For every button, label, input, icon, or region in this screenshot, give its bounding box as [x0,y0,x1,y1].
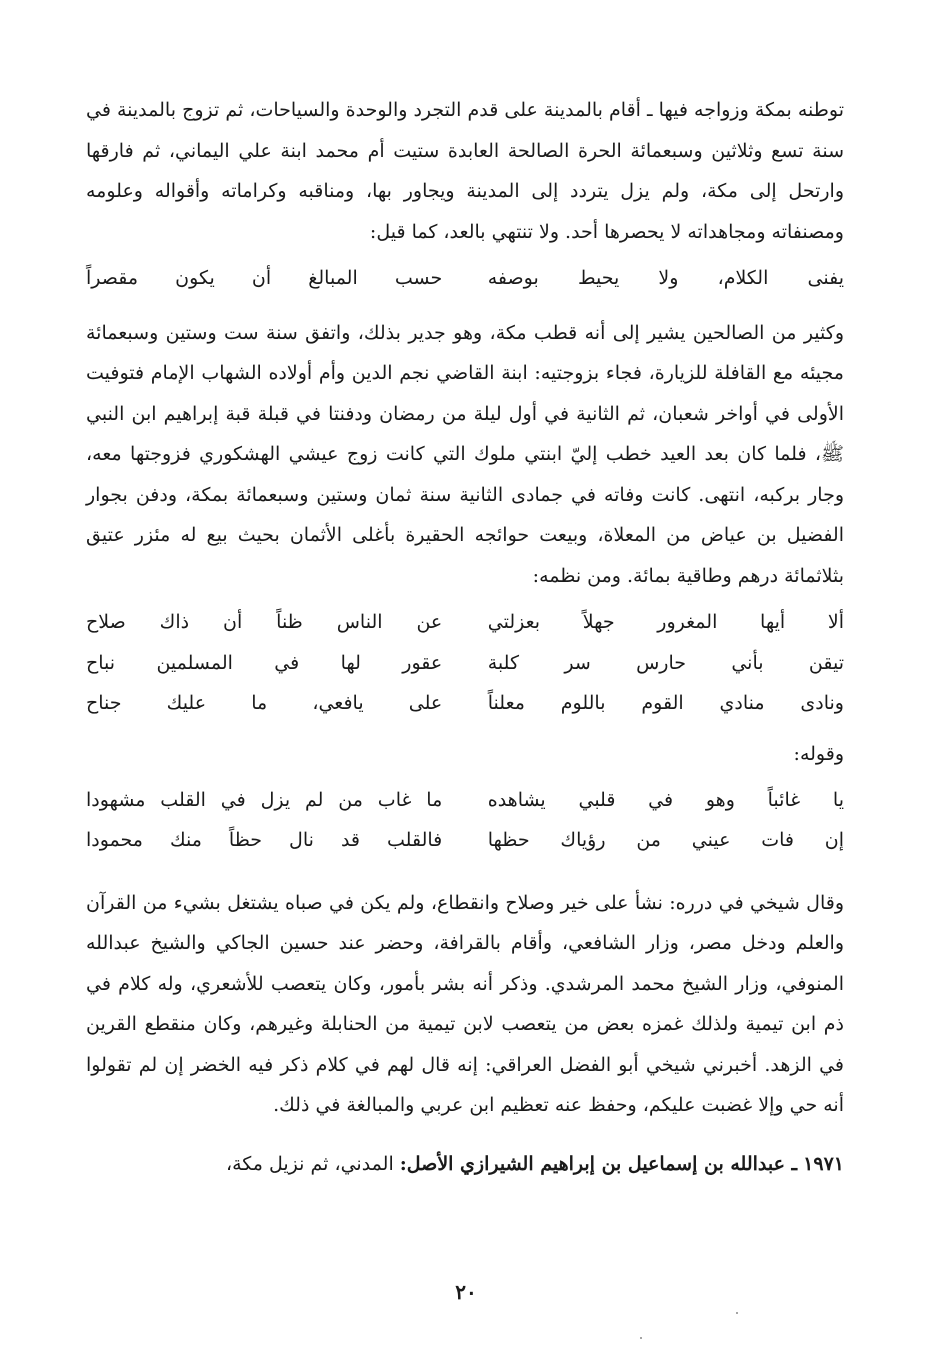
verse-label: وقوله: [793,742,844,765]
verse-block-1 [86,258,844,299]
verse-line [86,683,844,724]
verse-block-3 [86,780,844,861]
verse-second-hemistich: على يافعي، ما عليك جناح [86,692,443,714]
document-page [86,90,844,1184]
verse-second-hemistich: ما غاب من لم يزل في القلب مشهودا [86,788,443,811]
paragraph-3: وقال شيخي في درره: نشأ على خير وصلاح وانقطاع، ولم يكن في صباه يشتغل بشيء من القرآن والعلم ودخل مصر، وزار الشافعي، وأقام بالقرافة، وحضر عند حسين الجاكي والشيخ عبدالله المنوفي، وزار الشيخ محمد المرشدي. وذكر أنه بشر بأمور، وكان يتعصب للأشعري، وله كلام في ذم ابن تيمية ولذلك غمزه بعض من يتعصب لابن تيمية من الحنابلة وغيرهم، وكان منقطع القرين في الزهد. أخبرني شيخي أبو الفضل العراقي: إنه قال لهم في كلام ذكر فيه الخضر إن لم تقولوا أنه حي وإلا غضبت عليكم، وحفظ عنه تعظيم ابن عربي والمبالغة في ذلك. [86,891,844,1116]
entry-number: ١٩٧١ [803,1152,844,1175]
paragraph-2: وكثير من الصالحين يشير إلى أنه قطب مكة، وهو جدير بذلك، واتفق سنة ست وستين وسبعمائة مجيئه مع القافلة للزيارة، فجاء بزوجتيه: ابنة القاضي نجم الدين وأم أولاده الشهاب الإمام فتوفيت الأولى في أواخر شعبان، ثم الثانية في أول ليلة من رمضان ودفنتا في قبلة قبة إبراهيم ابن النبي ﷺ، فلما كان بعد العيد خطب إليّ ابنتي ملوك التي كانت زوج عيشي الهشكوري فزوجتها معه، وجار بركبه، انتهى. كانت وفاته في جمادى الثانية سنة ثمان وستين وسبعمائة بمكة، ودفن بجوار الفضيل بن عياض من المعلاة، وبيعت حوائجه الحقيرة بأغلى الأثمان بحيث بيع له مئزر عتيق بثلاثمائة درهم وطاقية بمائة. ومن نظمه: [86,321,844,587]
verse-second-hemistich: عن الناس ظناً أن ذاك صلاح [86,611,443,633]
verse-line [86,602,844,643]
entry-name: ـ عبدالله بن إسماعيل بن إبراهيم الشيرازي الأصل: [399,1152,798,1175]
verse-first-hemistich: إن فات عيني من رؤياك حظها [487,829,844,851]
verse-first-hemistich: يفنى الكلام، ولا يحيط بوصفه [487,267,844,289]
verse-line [86,780,844,821]
paragraph-1: توطنه بمكة وزواجه فيها ـ أقام بالمدينة على قدم التجرد والوحدة والسياحات، ثم تزوج بالمدينة في سنة تسع وثلاثين وسبعمائة الحرة الصالحة العابدة ستيت أم محمد ابنة علي اليماني، ثم فارقها وارتحل إلى مكة، ولم يزل يتردد إلى المدينة ويجاور بها، ومناقبه وكراماته وأقواله وعلومه ومصنفاته ومجاهداته لا يحصرها أحد. ولا تنتهي بالعد، كما قيل: [86,99,844,243]
verse-block-2 [86,602,844,724]
biography-entry-heading [86,1144,844,1184]
scan-speck [736,1312,738,1314]
verse-line [86,643,844,684]
page-number: ٢٠ [455,1280,477,1304]
verse-first-hemistich: ونادى منادي القوم باللوم معلناً [487,692,844,714]
entry-description: المدني، ثم نزيل مكة، [225,1152,394,1175]
verse-first-hemistich: تيقن بأني حارس سر كلبة [487,651,844,674]
verse-line [86,258,844,299]
verse-first-hemistich: ألا أيها المغرور جهلاً بعزلتي [487,611,844,633]
scan-speck [640,1337,642,1339]
verse-first-hemistich: يا غائباً وهو في قلبي يشاهده [487,788,844,811]
verse-second-hemistich: عقور لها في المسلمين نباح [86,651,443,674]
verse-line [86,820,844,861]
verse-second-hemistich: فالقلب قد نال حظاً منك محمودا [86,829,443,851]
verse-second-hemistich: حسب المبالغ أن يكون مقصراً [86,267,443,289]
